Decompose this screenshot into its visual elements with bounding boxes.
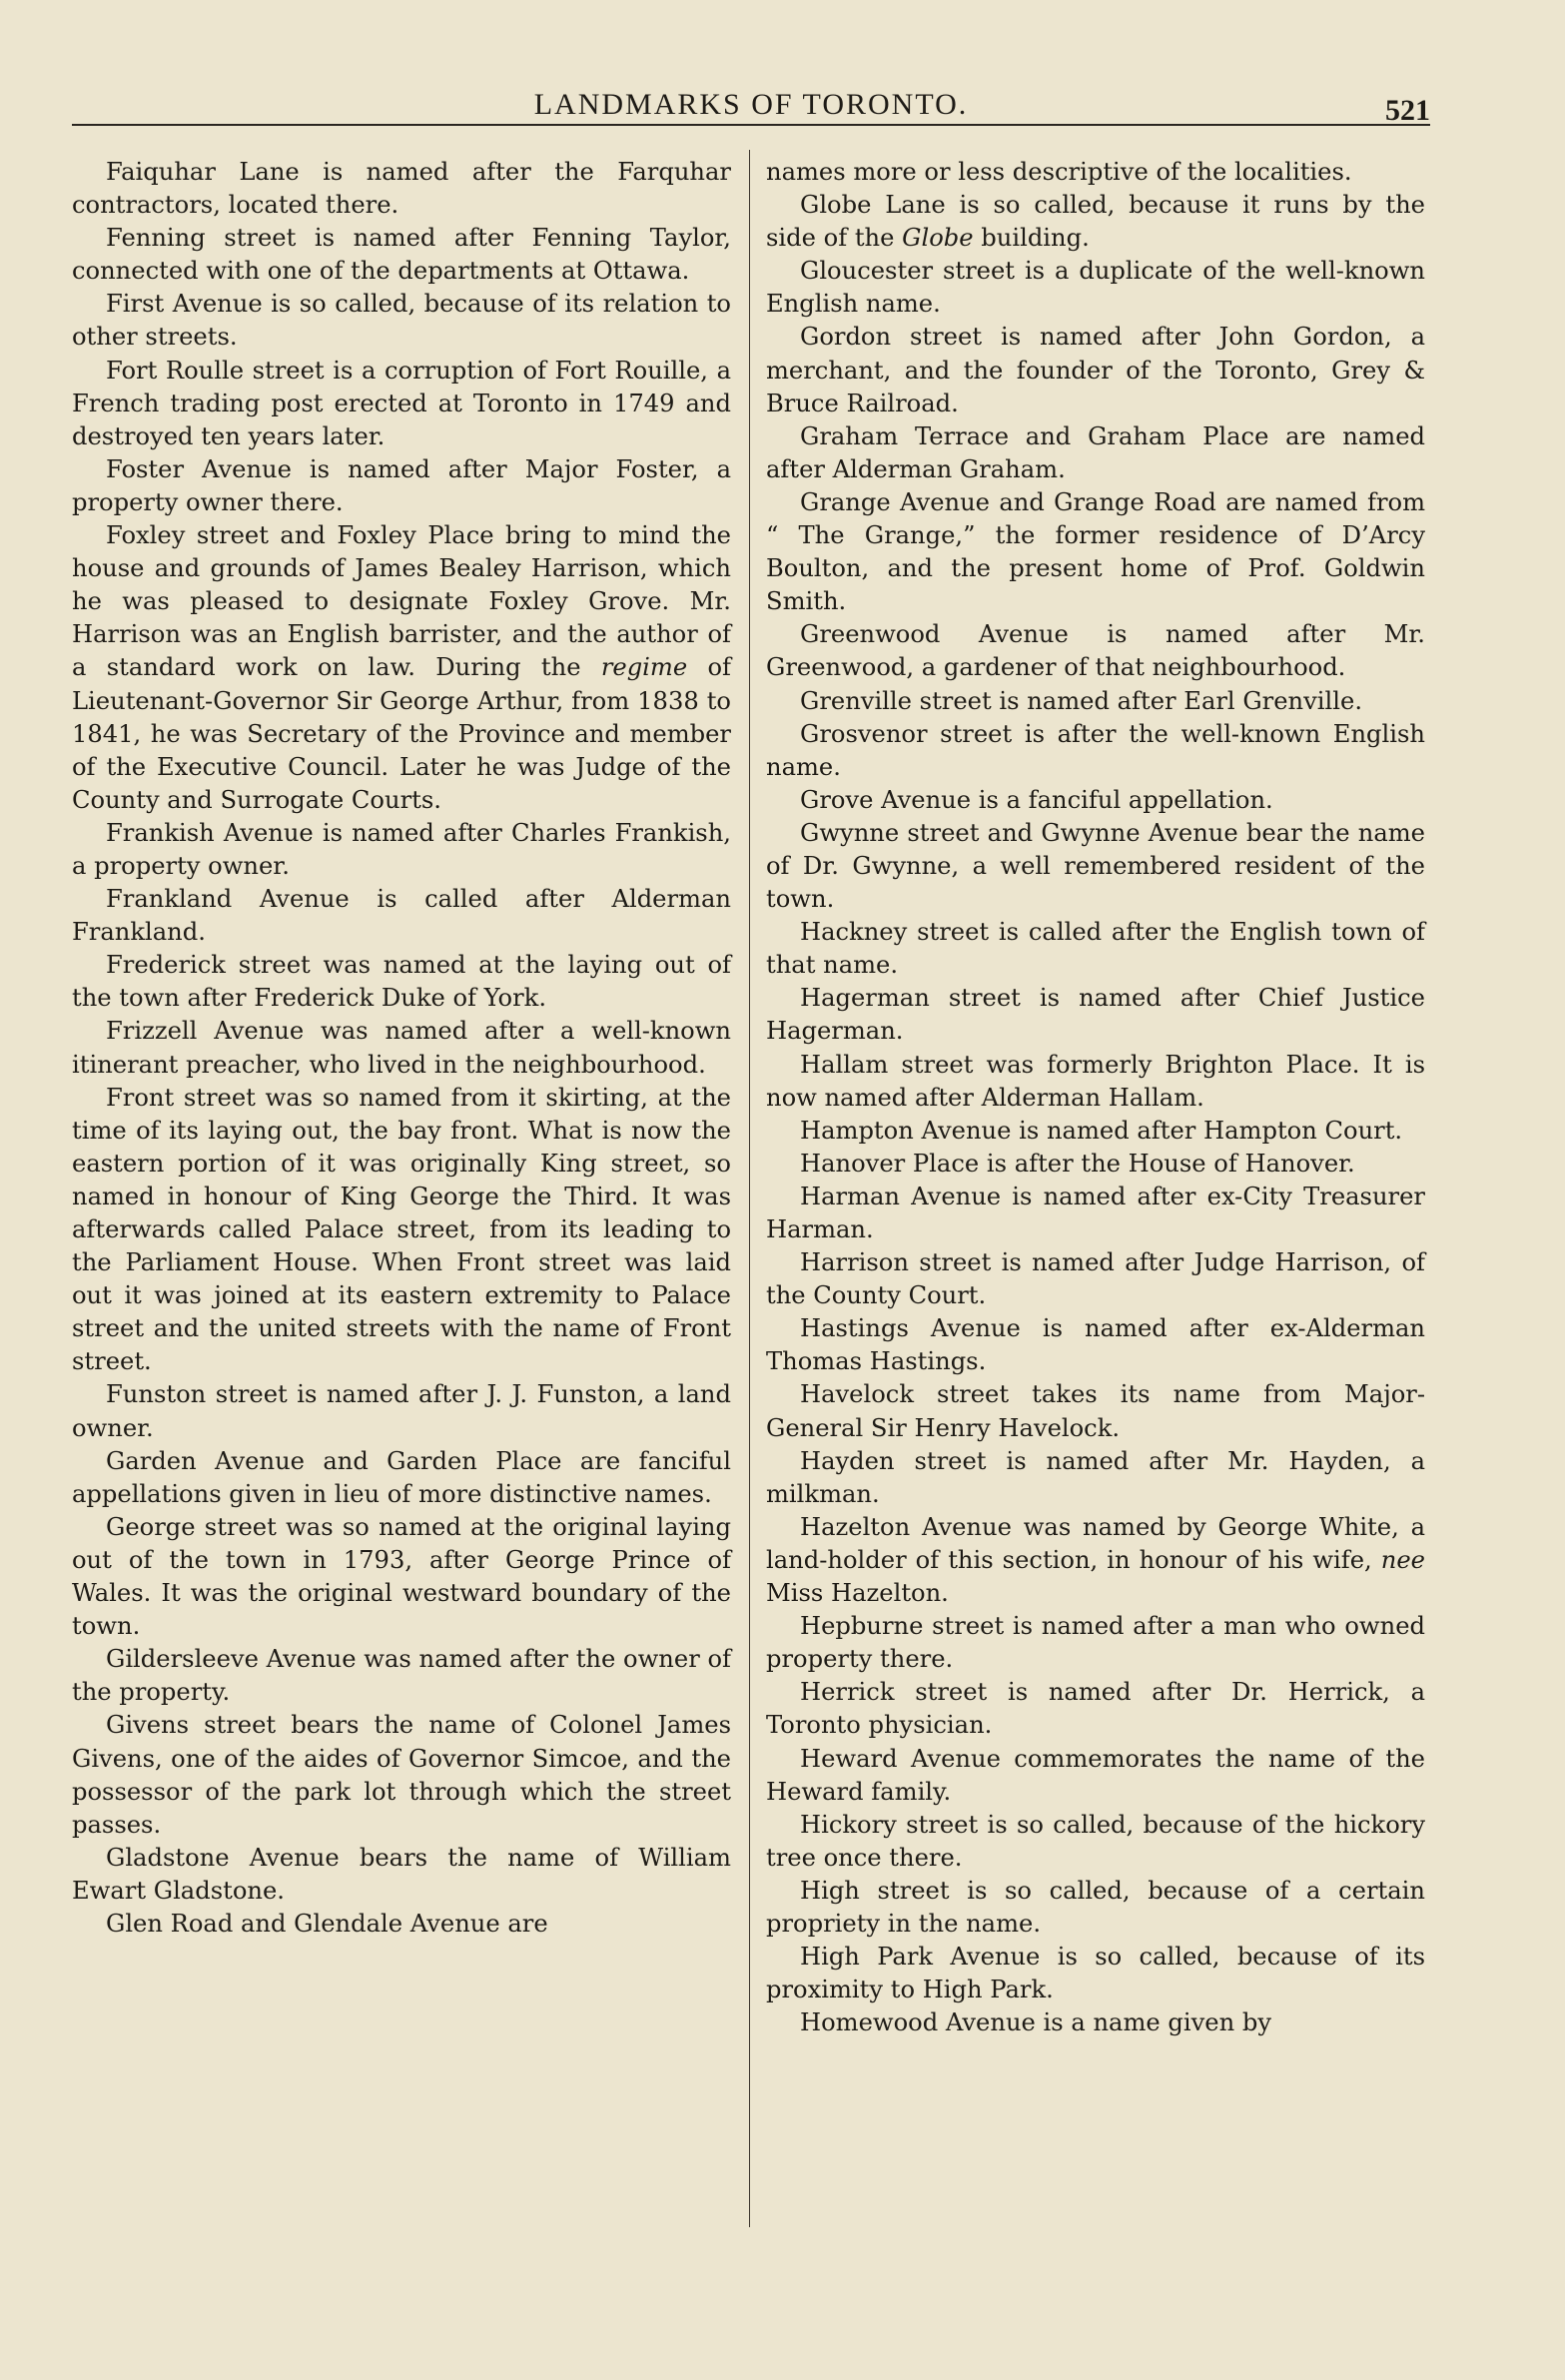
entry-hampton-avenue: Hampton Avenue is named after Hampton Court. [800, 1116, 1403, 1145]
entry-hazelton-avenue [766, 1511, 1425, 1610]
entry-george-street: George street was so named at the original laying out of the town in 1793, after George Prince of Wales. It was the original westward boundary of the town. [72, 1512, 731, 1641]
entry-hepburne-street: Hepburne street is named after a man who owned property there. [766, 1612, 1425, 1674]
entry-globe-lane [766, 189, 1425, 255]
entry-hagerman-street: Hagerman street is named after Chief Justice Hagerman. [766, 984, 1425, 1046]
column-divider [749, 150, 750, 2227]
entry-homewood-avenue: Homewood Avenue is a name given by [800, 2008, 1272, 2037]
left-column [72, 156, 731, 1941]
globe-text: Globe Lane is so called, because it runs by the side of the [766, 191, 1425, 253]
entry-funston-street: Funston street is named after J. J. Funston, a land owner. [72, 1380, 731, 1442]
entry-hickory-street: Hickory street is so called, because of the hickory tree once there. [766, 1810, 1425, 1872]
entry-frankland-avenue: Frankland Avenue is called after Alderman Frankland. [72, 885, 731, 947]
right-column [766, 156, 1425, 2039]
entry-frederick-street: Frederick street was named at the laying out of the town after Frederick Duke of York. [72, 951, 731, 1013]
entry-first-avenue: First Avenue is so called, because of its relation to other streets. [72, 290, 731, 352]
entry-gladstone-avenue: Gladstone Avenue bears the name of William Ewart Gladstone. [72, 1843, 731, 1905]
entry-garden-avenue: Garden Avenue and Garden Place are fanciful appellations given in lieu of more distinctive names. [72, 1446, 731, 1508]
entry-high-street: High street is so called, because of a certain propriety in the name. [766, 1876, 1425, 1938]
page-number: 521 [1385, 94, 1430, 127]
hazelton-italic: nee [1380, 1545, 1425, 1574]
entry-foster-avenue: Foster Avenue is named after Major Foster, a property owner there. [72, 454, 731, 516]
entry-givens-street: Givens street bears the name of Colonel James Givens, one of the aides of Governor Simcoe, and the possessor of the park lot through which the street passes. [72, 1711, 731, 1839]
entry-glen-road-continued: names more or less descriptive of the localities. [766, 158, 1352, 186]
entry-front-street: Front street was so named from it skirting, at the time of its laying out, the bay front. What is now the eastern portion of it was originally King street, so named in honour of King George the Third. It was afterwards called Palace street, from its leading to the Parliament House. When Front street was laid out it was joined at its eastern extremity to Palace street and the united streets with the name of Front street. [72, 1083, 731, 1376]
entry-grove-avenue: Grove Avenue is a fanciful appellation. [800, 785, 1273, 814]
running-title: LANDMARKS OF TORONTO. [533, 88, 969, 121]
entry-foxley-street [72, 519, 731, 817]
entry-frizzell-avenue: Frizzell Avenue was named after a well-known itinerant preacher, who lived in the neighbourhood. [72, 1017, 731, 1079]
entry-glen-road: Glen Road and Glendale Avenue are [106, 1909, 548, 1938]
entry-hanover-place: Hanover Place is after the House of Hanover. [800, 1149, 1355, 1178]
entry-hayden-street: Hayden street is named after Mr. Hayden, a milkman. [766, 1446, 1425, 1508]
entry-gildersleeve-avenue: Gildersleeve Avenue was named after the owner of the property. [72, 1645, 731, 1707]
entry-fenning-street: Fenning street is named after Fenning Taylor, connected with one of the departments at Ottawa. [72, 224, 731, 286]
entry-grange-avenue: Grange Avenue and Grange Road are named from “ The Grange,” the former residence of D’Arcy Boulton, and the present home of Prof. Goldwin Smith. [766, 487, 1425, 616]
foxley-text: Foxley street and Foxley Place bring to mind the house and grounds of James Bealey Harrison, which he was pleased to designate Foxley Grove. Mr. Harrison was an English barrister, and the author of a standard work on law. During the [72, 521, 731, 682]
entry-gordon-street: Gordon street is named after John Gordon, a merchant, and the founder of the Toronto, Grey & Bruce Railroad. [766, 323, 1425, 417]
entry-farquhar-lane: Faiquhar Lane is named after the Farquhar contractors, located there. [72, 158, 731, 220]
entry-heward-avenue: Heward Avenue commemorates the name of the Heward family. [766, 1744, 1425, 1806]
entry-frankish-avenue: Frankish Avenue is named after Charles Frankish, a property owner. [72, 818, 731, 880]
entry-havelock-street: Havelock street takes its name from Major-General Sir Henry Havelock. [766, 1380, 1425, 1442]
entry-herrick-street: Herrick street is named after Dr. Herrick, a Toronto physician. [766, 1678, 1425, 1740]
foxley-italic: regime [600, 653, 688, 682]
hazelton-text: Hazelton Avenue was named by George White, a land-holder of this section, in honour of his wife, [766, 1512, 1425, 1574]
entry-hallam-street: Hallam street was formerly Brighton Place. It is now named after Alderman Hallam. [766, 1050, 1425, 1112]
header-rule [72, 124, 1430, 126]
entry-greenwood-avenue: Greenwood Avenue is named after Mr. Greenwood, a gardener of that neighbourhood. [766, 620, 1425, 682]
entry-grosvenor-street: Grosvenor street is after the well-known English name. [766, 719, 1425, 781]
entry-grenville-street: Grenville street is named after Earl Grenville. [800, 686, 1363, 715]
entry-graham-terrace: Graham Terrace and Graham Place are named after Alderman Graham. [766, 421, 1425, 483]
globe-text-after: building. [981, 224, 1090, 253]
globe-italic: Globe [902, 224, 974, 253]
entry-gwynne-street: Gwynne street and Gwynne Avenue bear the name of Dr. Gwynne, a well remembered resident of the town. [766, 818, 1425, 914]
entry-gloucester-street: Gloucester street is a duplicate of the well-known English name. [766, 257, 1425, 319]
hazelton-text-after: Miss Hazelton. [766, 1579, 949, 1608]
entry-harrison-street: Harrison street is named after Judge Harrison, of the County Court. [766, 1248, 1425, 1310]
foxley-text-after: of Lieutenant-Governor Sir George Arthur, from 1838 to 1841, he was Secretary of the Province and member of the Executive Council. Later he was Judge of the County and Surrogate Courts. [72, 653, 731, 814]
entry-hackney-street: Hackney street is called after the English town of that name. [766, 918, 1425, 980]
entry-hastings-avenue: Hastings Avenue is named after ex-Alderman Thomas Hastings. [766, 1314, 1425, 1376]
entry-high-park-avenue: High Park Avenue is so called, because of its proximity to High Park. [766, 1943, 1425, 2004]
entry-fort-roulle-street: Fort Roulle street is a corruption of Fort Rouille, a French trading post erected at Toronto in 1749 and destroyed ten years later. [72, 356, 731, 450]
entry-harman-avenue: Harman Avenue is named after ex-City Treasurer Harman. [766, 1182, 1425, 1243]
